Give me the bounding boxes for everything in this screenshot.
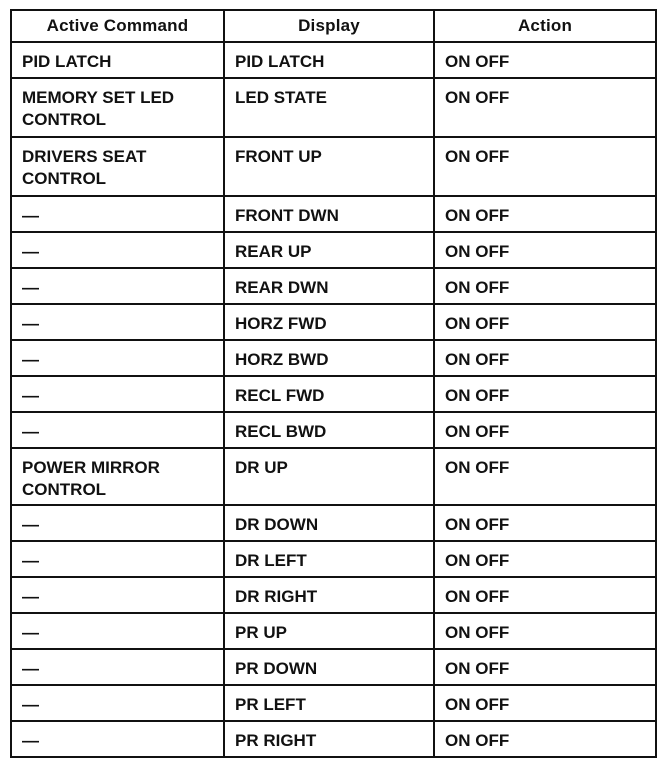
cell-display: DR RIGHT <box>224 577 434 613</box>
table-row <box>11 196 656 232</box>
cell-command: — <box>11 505 224 541</box>
cell-display: FRONT DWN <box>224 196 434 232</box>
cell-command: — <box>11 541 224 577</box>
cell-action: ON OFF <box>434 268 656 304</box>
cell-display: PR LEFT <box>224 685 434 721</box>
cell-display: FRONT UP <box>224 137 434 196</box>
cell-command: — <box>11 649 224 685</box>
table-row <box>11 448 656 505</box>
table-header-row <box>11 10 656 42</box>
cell-action: ON OFF <box>434 196 656 232</box>
table-row <box>11 376 656 412</box>
cell-display: LED STATE <box>224 78 434 137</box>
cell-action: ON OFF <box>434 448 656 505</box>
cell-command: — <box>11 412 224 448</box>
cell-action: ON OFF <box>434 137 656 196</box>
cell-action: ON OFF <box>434 340 656 376</box>
cell-action: ON OFF <box>434 649 656 685</box>
cell-command: POWER MIRROR CONTROL <box>11 448 224 505</box>
cell-command: DRIVERS SEAT CONTROL <box>11 137 224 196</box>
table-row <box>11 304 656 340</box>
cell-command: — <box>11 613 224 649</box>
cell-action: ON OFF <box>434 78 656 137</box>
table-row <box>11 505 656 541</box>
cell-display: DR UP <box>224 448 434 505</box>
table-row <box>11 613 656 649</box>
table-row <box>11 721 656 757</box>
cell-action: ON OFF <box>434 685 656 721</box>
cell-display: HORZ BWD <box>224 340 434 376</box>
cell-action: ON OFF <box>434 304 656 340</box>
cell-command: PID LATCH <box>11 42 224 78</box>
table-row <box>11 340 656 376</box>
header-display: Display <box>224 10 434 42</box>
header-action: Action <box>434 10 656 42</box>
cell-action: ON OFF <box>434 505 656 541</box>
cell-command: — <box>11 340 224 376</box>
cell-command: MEMORY SET LED CONTROL <box>11 78 224 137</box>
table-row <box>11 649 656 685</box>
cell-display: RECL BWD <box>224 412 434 448</box>
header-active-command: Active Command <box>11 10 224 42</box>
cell-command: — <box>11 685 224 721</box>
cell-command: — <box>11 376 224 412</box>
cell-command: — <box>11 232 224 268</box>
cell-display: PR DOWN <box>224 649 434 685</box>
table-row <box>11 78 656 137</box>
cell-action: ON OFF <box>434 721 656 757</box>
table-row <box>11 137 656 196</box>
cell-command: — <box>11 304 224 340</box>
cell-command: — <box>11 196 224 232</box>
cell-display: DR DOWN <box>224 505 434 541</box>
table-row <box>11 232 656 268</box>
table-row <box>11 685 656 721</box>
cell-action: ON OFF <box>434 42 656 78</box>
cell-action: ON OFF <box>434 376 656 412</box>
cell-display: PR RIGHT <box>224 721 434 757</box>
cell-action: ON OFF <box>434 613 656 649</box>
table-row <box>11 577 656 613</box>
cell-command: — <box>11 577 224 613</box>
cell-action: ON OFF <box>434 412 656 448</box>
table-row <box>11 42 656 78</box>
cell-display: DR LEFT <box>224 541 434 577</box>
command-table <box>10 9 657 758</box>
table-row <box>11 268 656 304</box>
table-row <box>11 412 656 448</box>
cell-display: PID LATCH <box>224 42 434 78</box>
cell-action: ON OFF <box>434 541 656 577</box>
table-row <box>11 541 656 577</box>
cell-action: ON OFF <box>434 577 656 613</box>
cell-command: — <box>11 268 224 304</box>
cell-display: REAR UP <box>224 232 434 268</box>
cell-command: — <box>11 721 224 757</box>
cell-display: HORZ FWD <box>224 304 434 340</box>
cell-action: ON OFF <box>434 232 656 268</box>
cell-display: RECL FWD <box>224 376 434 412</box>
cell-display: PR UP <box>224 613 434 649</box>
cell-display: REAR DWN <box>224 268 434 304</box>
